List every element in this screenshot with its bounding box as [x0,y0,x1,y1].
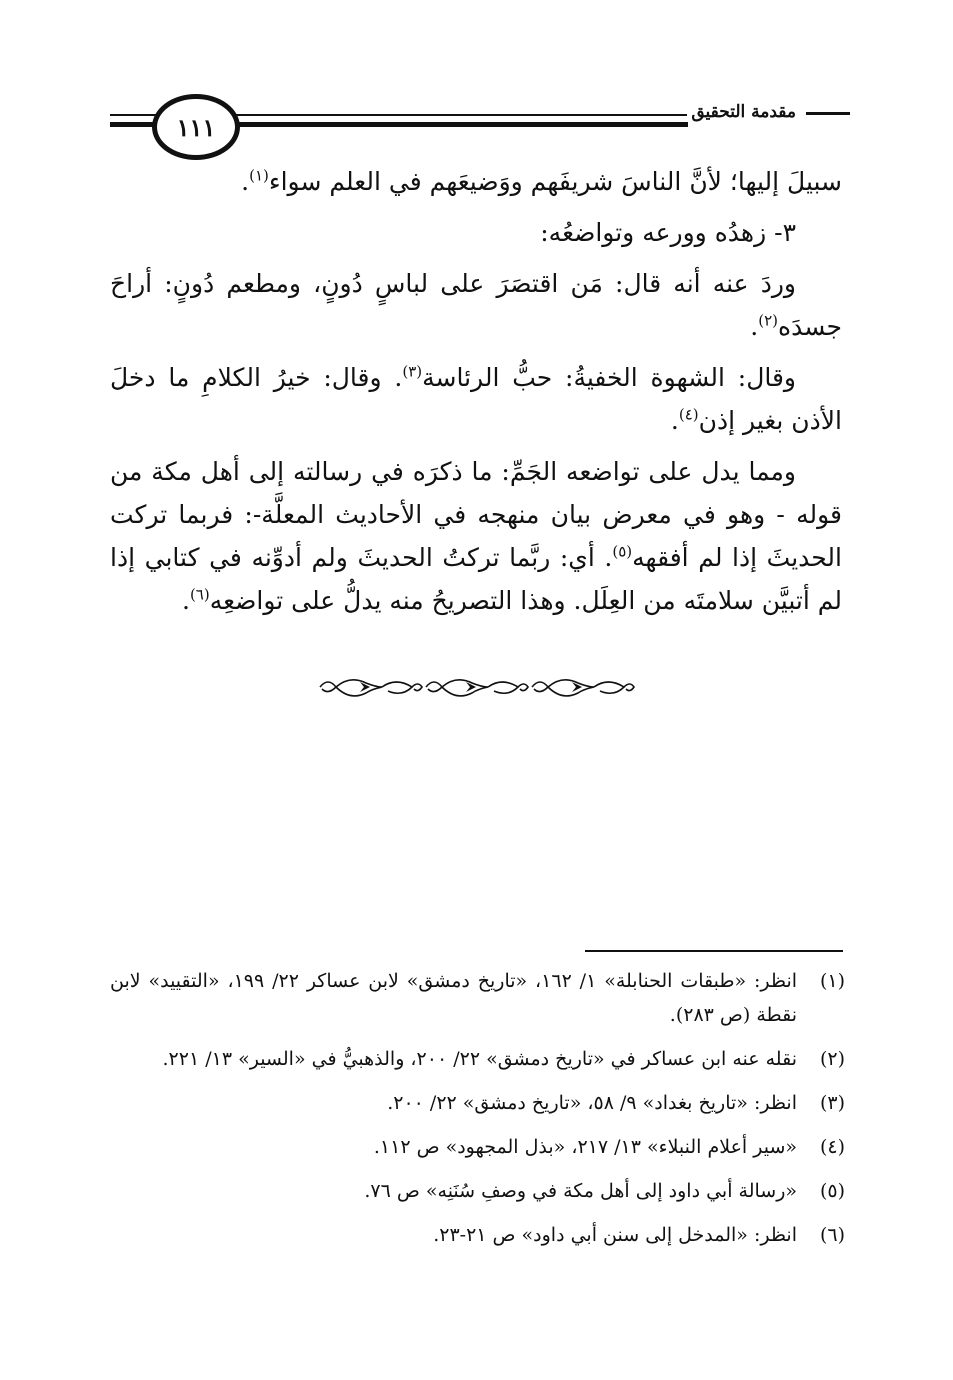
footnote-mark-4[interactable]: (٤) [678,405,699,424]
paragraph-4-text-a: ومما يدل على تواضعه الجَمِّ: ما ذكرَه في رسالته إلى أهل مكة من قوله - وهو في معرض بيان منهجه في الأحاديث المعلَّة-: فربما تركت الحديثَ إذا لم أفقهه [110,457,842,572]
main-text [110,160,842,630]
footnote-mark-2[interactable]: (٢) [758,311,779,330]
footnote-number: (٤) [819,1136,845,1158]
footnote-separator [585,950,843,952]
header-title-dash [806,112,850,115]
paragraph-2 [110,262,842,348]
paragraph-2-text: وردَ عنه أنه قال: مَن اقتصَرَ على لباسٍ دُونٍ، ومطعم دُونٍ: أراحَ جسدَه [110,269,842,341]
ornament-motif-right [532,680,634,696]
footnote-mark-5[interactable]: (٥) [612,542,633,561]
footnote-3 [110,1086,845,1120]
footnote-mark-3[interactable]: (٣) [402,362,423,381]
page-number: ١١١ [176,112,216,142]
header-rule-left-thin [110,114,160,116]
page-header [110,92,850,152]
paragraph-4-end: . [181,586,190,615]
footnote-number: (٣) [819,1092,845,1114]
page-number-badge [152,94,240,160]
footnote-number: (٦) [819,1224,845,1246]
footnote-text: «سير أعلام النبلاء» ١٣/ ٢١٧، «بذل المجهود» ص ١١٢. [373,1136,797,1158]
paragraph-4 [110,450,842,622]
footnote-1 [110,964,845,1032]
footnote-number: (٢) [819,1048,845,1070]
footnote-5 [110,1174,845,1208]
section-title: مقدمة التحقيق [687,102,800,122]
paragraph-3-text-a: وقال: الشهوة الخفيةُ: حبُّ الرئاسة [422,363,796,392]
paragraph-1-end: . [241,167,250,196]
footnote-text: انظر: «طبقات الحنابلة» ١/ ١٦٢، «تاريخ دمشق» لابن عساكر ٢٢/ ١٩٩، «التقييد» لابن نقطة (ص ٢٨٣). [110,970,798,1026]
ornament-motif-center [426,680,528,696]
header-rule-right-thin [228,114,688,116]
footnote-text: انظر: «تاريخ بغداد» ٩/ ٥٨، «تاريخ دمشق» ٢٢/ ٢٠٠. [387,1092,797,1114]
footnotes [110,964,845,1262]
footnote-6 [110,1218,845,1252]
footnote-text: نقله عنه ابن عساكر في «تاريخ دمشق» ٢٢/ ٢٠٠، والذهبيُّ في «السير» ١٣/ ٢٢١. [162,1048,797,1070]
ornament-divider [316,672,636,702]
section-heading-3: ٣- زهدُه وورعه وتواضعُه: [540,218,796,247]
paragraph-1 [110,160,842,203]
footnote-number: (٥) [819,1180,845,1202]
paragraph-4-text-b: . أي: ربَّما تركتُ الحديثَ ولم أدوِّنه في كتابي إذا لم أتبيَّن سلامتَه من العِلَل. وهذا التصريحُ منه يدلُّ على تواضعِه [110,543,842,615]
footnote-4 [110,1130,845,1164]
paragraph-3 [110,356,842,442]
footnote-text: انظر: «المدخل إلى سنن أبي داود» ص ٢١-٢٣. [433,1224,797,1246]
footnote-text: «رسالة أبي داود إلى أهل مكة في وصفِ سُنَنِه» ص ٧٦. [364,1180,797,1202]
footnote-mark-1[interactable]: (١) [249,166,269,185]
paragraph-3-text-b: . وقال: خيرُ الكلامِ ما دخلَ الأذن بغير إذن [110,363,842,435]
paragraph-3-end: . [670,406,679,435]
header-rule-right-thick [228,122,688,127]
footnote-number: (١) [819,970,845,992]
ornament-motif-left [320,680,422,696]
paragraph-1-text: سبيلَ إليها؛ لأنَّ الناسَ شريفَهم ووَضيعَهم في العلم سواء [268,167,842,196]
footnote-2 [110,1042,845,1076]
paragraph-2-end: . [750,312,759,341]
footnote-mark-6[interactable]: (٦) [189,585,210,604]
